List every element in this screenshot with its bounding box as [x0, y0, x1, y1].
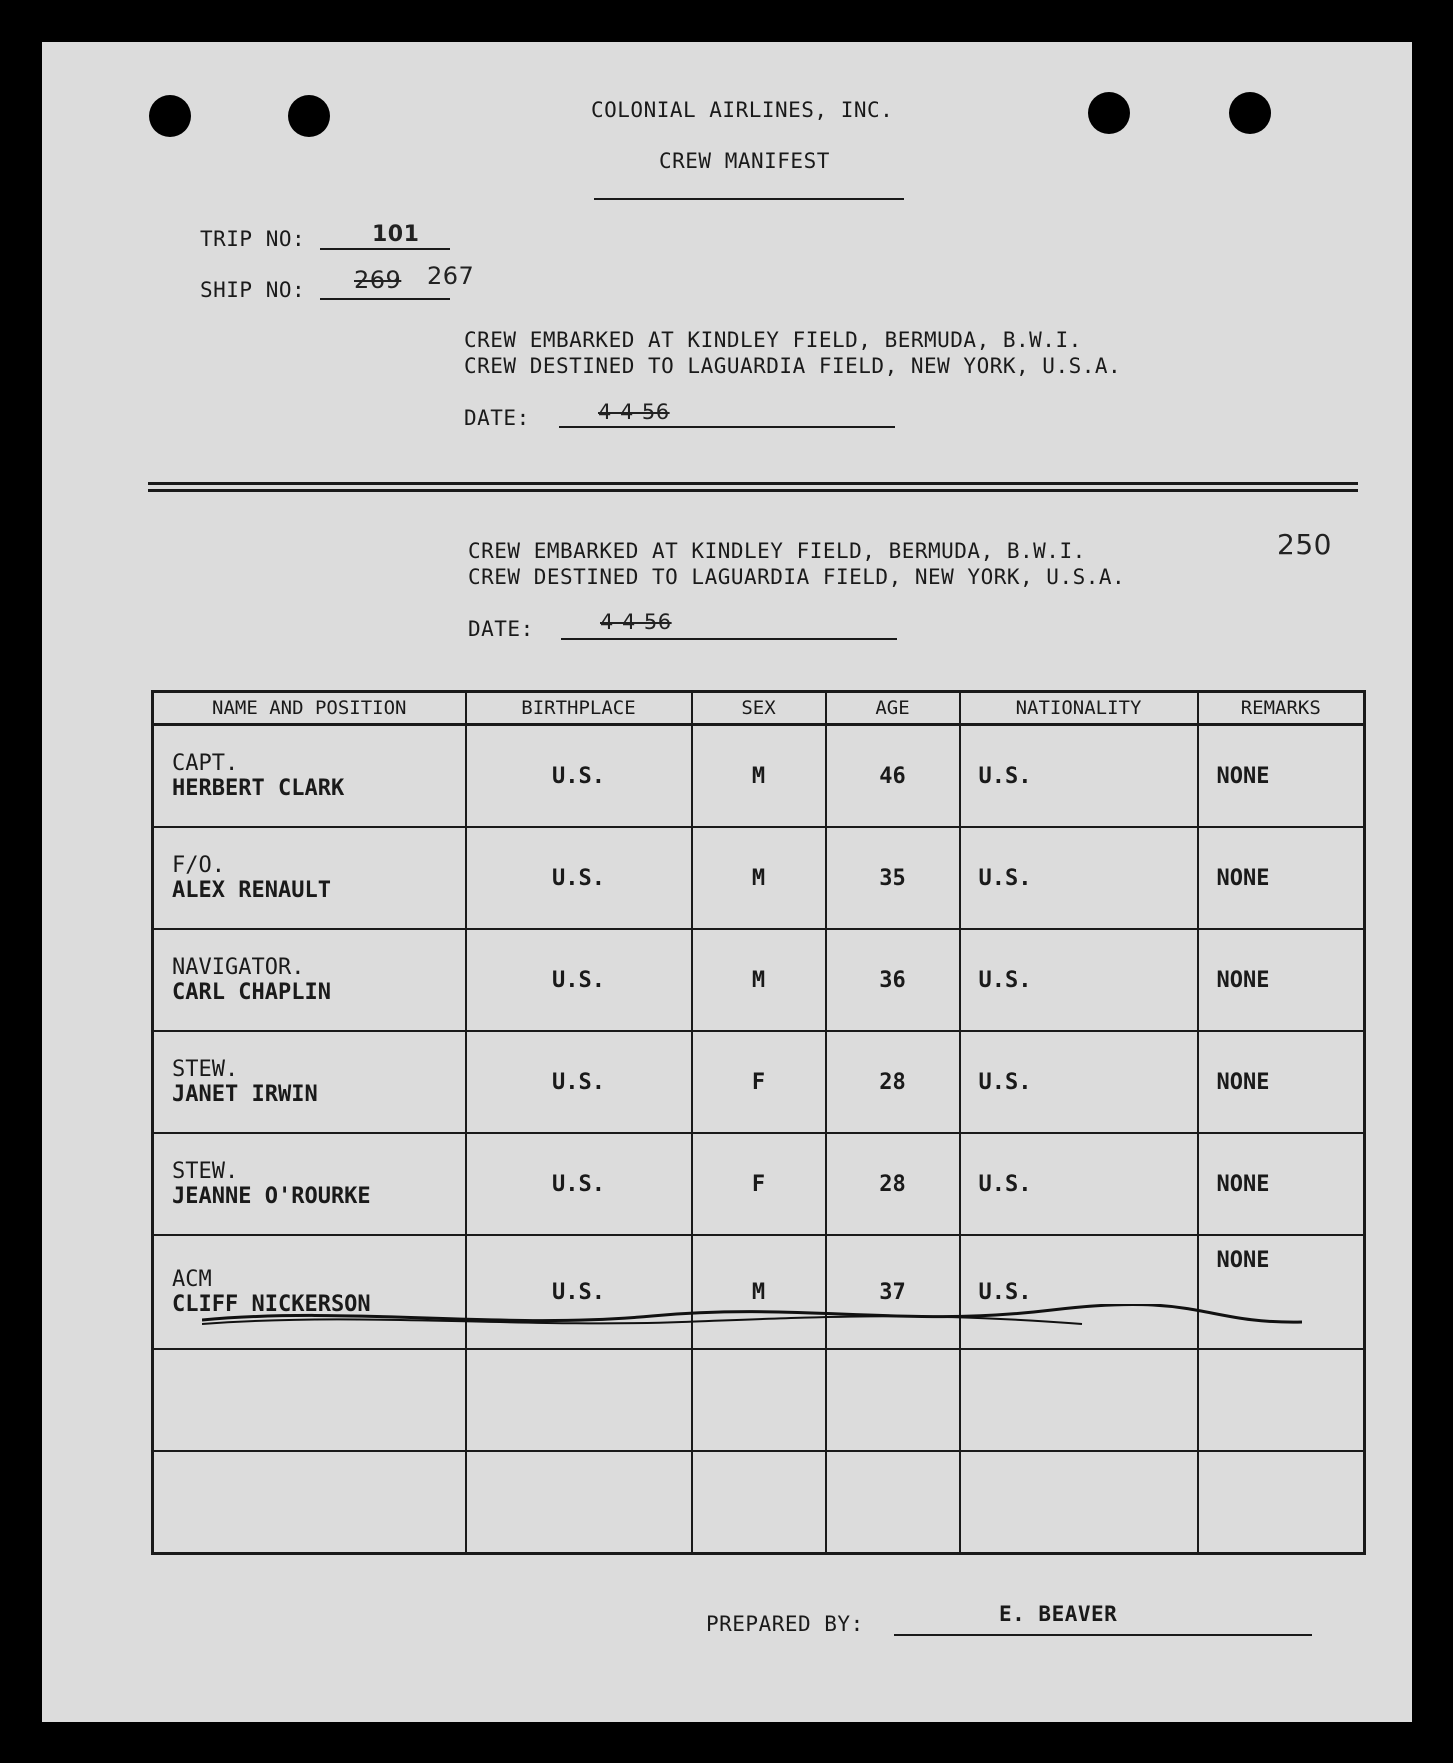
nationality-cell: U.S.: [960, 827, 1198, 929]
name-position-cell: [153, 1133, 466, 1235]
embark-line-1: CREW EMBARKED AT KINDLEY FIELD, BERMUDA, B.W.I.: [464, 328, 1082, 352]
column-header: REMARKS: [1198, 692, 1365, 725]
sex-cell: M: [692, 827, 826, 929]
prepared-by-label: PREPARED BY:: [706, 1612, 864, 1636]
crew-position: ACM: [172, 1267, 212, 1292]
nationality-cell: U.S.: [960, 929, 1198, 1031]
trip-no-value: 101: [372, 222, 420, 247]
prepared-by-name: E. BEAVER: [999, 1602, 1118, 1626]
ship-no-underline: [320, 298, 450, 300]
nationality-cell: U.S.: [960, 1031, 1198, 1133]
name-position-cell: [153, 827, 466, 929]
date-label-1: DATE:: [464, 406, 530, 430]
strikeout-scribble: [202, 1304, 1302, 1334]
crew-position: NAVIGATOR.: [172, 955, 305, 980]
sex-cell: M: [692, 929, 826, 1031]
company-name: COLONIAL AIRLINES, INC.: [591, 98, 894, 122]
ship-no-value: 267: [427, 262, 475, 290]
column-header: BIRTHPLACE: [466, 692, 692, 725]
table-row: [153, 725, 1365, 828]
embark-line-2: CREW EMBARKED AT KINDLEY FIELD, BERMUDA, B.W.I.: [468, 539, 1086, 563]
table-row-empty: [153, 1451, 1365, 1554]
punch-hole: [1229, 92, 1271, 134]
birthplace-cell: U.S.: [466, 1133, 692, 1235]
title-underline: [594, 198, 904, 200]
date-underline-1: [559, 426, 895, 428]
table-row: [153, 1133, 1365, 1235]
table-row: [153, 1031, 1365, 1133]
sex-cell: M: [692, 1235, 826, 1349]
table-row: [153, 827, 1365, 929]
trip-no-underline: [320, 248, 450, 250]
crew-name: CLIFF NICKERSON: [172, 1292, 371, 1317]
age-cell: 28: [826, 1031, 960, 1133]
destination-line-1: CREW DESTINED TO LAGUARDIA FIELD, NEW YORK, U.S.A.: [464, 354, 1122, 378]
name-position-cell: [153, 1031, 466, 1133]
age-cell: 46: [826, 725, 960, 828]
birthplace-cell: U.S.: [466, 1235, 692, 1349]
crew-name: CARL CHAPLIN: [172, 980, 331, 1005]
date-underline-2: [561, 638, 897, 640]
document-title: CREW MANIFEST: [659, 149, 830, 173]
age-cell: 28: [826, 1133, 960, 1235]
sex-cell: M: [692, 725, 826, 828]
crew-name: ALEX RENAULT: [172, 878, 331, 903]
ship-no-struck-value: 269: [354, 266, 402, 294]
remarks-cell: NONE: [1198, 1235, 1365, 1349]
birthplace-cell: U.S.: [466, 929, 692, 1031]
date-label-2: DATE:: [468, 617, 534, 641]
column-header: AGE: [826, 692, 960, 725]
name-position-cell: [153, 725, 466, 828]
sex-cell: F: [692, 1031, 826, 1133]
age-cell: 36: [826, 929, 960, 1031]
remarks-cell: NONE: [1198, 1133, 1365, 1235]
nationality-cell: U.S.: [960, 1235, 1198, 1349]
remarks-cell: NONE: [1198, 1031, 1365, 1133]
birthplace-cell: U.S.: [466, 1031, 692, 1133]
birthplace-cell: U.S.: [466, 827, 692, 929]
crew-position: STEW.: [172, 1159, 239, 1184]
ship-no-label: SHIP NO:: [200, 278, 306, 302]
birthplace-cell: U.S.: [466, 725, 692, 828]
section-divider: [148, 489, 1358, 492]
table-row-empty: [153, 1349, 1365, 1451]
punch-hole: [149, 95, 191, 137]
crew-name: HERBERT CLARK: [172, 776, 345, 801]
table-row: [153, 929, 1365, 1031]
crew-position: STEW.: [172, 1057, 239, 1082]
section-divider: [148, 482, 1358, 485]
age-cell: 35: [826, 827, 960, 929]
column-header: SEX: [692, 692, 826, 725]
manifest-page: [42, 42, 1412, 1722]
sex-cell: F: [692, 1133, 826, 1235]
column-header: NAME AND POSITION: [153, 692, 466, 725]
crew-position: F/O.: [172, 853, 225, 878]
punch-hole: [1088, 92, 1130, 134]
trip-no-label: TRIP NO:: [200, 227, 306, 251]
name-position-cell: [153, 929, 466, 1031]
crew-position: CAPT.: [172, 751, 239, 776]
age-cell: 37: [826, 1235, 960, 1349]
signature-underline: [894, 1634, 1312, 1636]
date-value-2: 4-4-56: [600, 610, 672, 634]
remarks-cell: NONE: [1198, 725, 1365, 828]
nationality-cell: U.S.: [960, 1133, 1198, 1235]
page-number: 250: [1277, 528, 1332, 561]
table-header-row: [153, 692, 1365, 725]
destination-line-2: CREW DESTINED TO LAGUARDIA FIELD, NEW YORK, U.S.A.: [468, 565, 1126, 589]
nationality-cell: U.S.: [960, 725, 1198, 828]
crew-table: [151, 690, 1366, 1555]
remarks-cell: NONE: [1198, 929, 1365, 1031]
remarks-cell: NONE: [1198, 827, 1365, 929]
column-header: NATIONALITY: [960, 692, 1198, 725]
crew-name: JANET IRWIN: [172, 1082, 318, 1107]
punch-hole: [288, 95, 330, 137]
crew-name: JEANNE O'ROURKE: [172, 1184, 371, 1209]
date-value-1: 4-4-56: [598, 400, 670, 424]
